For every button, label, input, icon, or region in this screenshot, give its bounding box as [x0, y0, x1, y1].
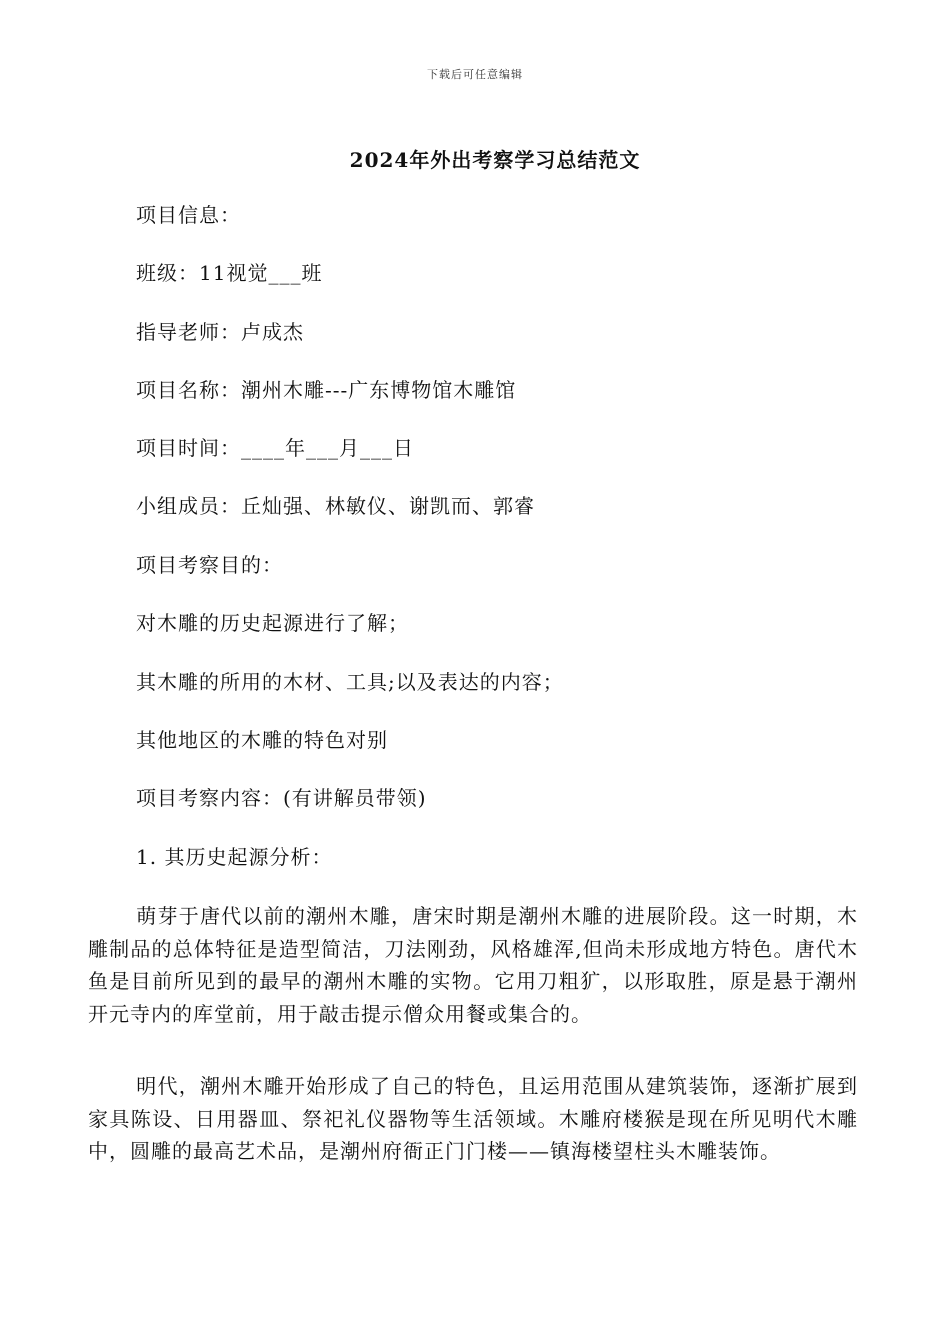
paragraph-tang-song-text: 萌芽于唐代以前的潮州木雕，唐宋时期是潮州木雕的进展阶段。这一时期，木雕制品的总体特征是造型简洁，刀法刚劲，风格雄浑,但尚未形成地方特色。唐代木鱼是目前所见到的最早的潮州木雕的实物。它用刀粗犷，以形取胜，原是悬于潮州开元寺内的库堂前，用于敲击提示僧众用餐或集合的。 — [88, 904, 858, 1026]
info-line-teacher: 指导老师：卢成杰 — [136, 320, 304, 344]
document-title: 2024年外出考察学习总结范文 — [349, 148, 641, 172]
section-heading-history: 1. 其历史起源分析： — [136, 845, 333, 869]
paragraph-ming-text: 明代，潮州木雕开始形成了自己的特色，且运用范围从建筑装饰，逐渐扩展到家具陈设、日用器皿、祭祀礼仪器物等生活领域。木雕府楼猴是现在所见明代木雕中，圆雕的最高艺术品，是潮州府衙正门门楼——镇海楼望柱头木雕装饰。 — [88, 1074, 858, 1163]
info-line-content-heading: 项目考察内容：(有讲解员带领) — [136, 786, 427, 810]
header-note: 下载后可任意编辑 — [427, 68, 523, 81]
paragraph-ming — [88, 1070, 858, 1168]
info-line-purpose-1: 对木雕的历史起源进行了解； — [136, 611, 409, 635]
info-line-project-info: 项目信息： — [136, 203, 241, 227]
info-line-members: 小组成员：丘灿强、林敏仪、谢凯而、郭睿 — [136, 494, 535, 518]
info-line-purpose-3: 其他地区的木雕的特色对别 — [136, 728, 388, 752]
info-line-purpose-2: 其木雕的所用的木材、工具;以及表达的内容； — [136, 670, 564, 694]
info-line-project-name: 项目名称：潮州木雕---广东博物馆木雕馆 — [136, 378, 517, 402]
paragraph-tang-song — [88, 900, 858, 1030]
info-line-purpose-heading: 项目考察目的： — [136, 553, 283, 577]
info-line-project-time: 项目时间：____年___月___日 — [136, 436, 414, 460]
info-line-class: 班级：11视觉___班 — [136, 261, 323, 285]
